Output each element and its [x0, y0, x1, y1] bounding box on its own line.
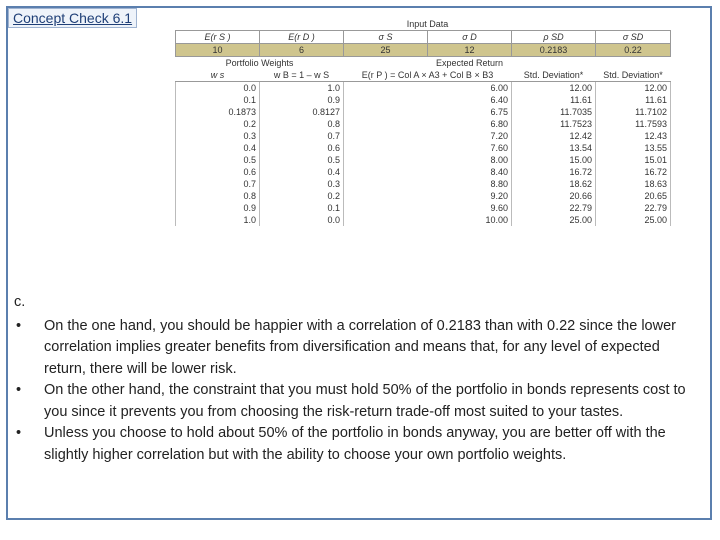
column-header: Std. Deviation*	[512, 69, 596, 82]
table-cell: 15.00	[512, 154, 596, 166]
table-row	[176, 214, 671, 226]
table-cell: 6.80	[344, 118, 512, 130]
table-cell: 0.1873	[176, 106, 260, 118]
table-cell: 11.7593	[596, 118, 671, 130]
table-row	[176, 154, 671, 166]
table-cell: 15.01	[596, 154, 671, 166]
input-value: 0.2183	[512, 44, 596, 57]
table-row	[176, 202, 671, 214]
bullet-item: • On the one hand, you should be happier with a correlation of 0.2183 than with 0.22 since the lower correlation implies greater benefits from diversification and means that, for any level of expected return, there will be lower risk.	[16, 317, 676, 377]
slide-title: Concept Check 6.1	[8, 8, 137, 28]
table-cell: 0.2	[260, 190, 344, 202]
table-cell: 6.00	[344, 82, 512, 95]
table-cell: 11.7523	[512, 118, 596, 130]
input-label: E(r D )	[260, 31, 344, 44]
table-row	[176, 82, 671, 95]
table-cell: 11.61	[596, 94, 671, 106]
table-cell: 8.80	[344, 178, 512, 190]
input-value: 25	[344, 44, 428, 57]
table-cell: 0.3	[176, 130, 260, 142]
bullet-dot-icon: •	[16, 382, 22, 398]
table-cell: 6.40	[344, 94, 512, 106]
table-cell: 0.5	[260, 154, 344, 166]
table-cell: 11.7035	[512, 106, 596, 118]
table-cell: 11.7102	[596, 106, 671, 118]
table-cell: 20.65	[596, 190, 671, 202]
input-label: σ S	[344, 31, 428, 44]
table-cell: 0.7	[176, 178, 260, 190]
column-header: w B = 1 – w S	[260, 69, 344, 82]
input-value: 0.22	[596, 44, 671, 57]
input-data-table	[175, 18, 671, 226]
table-cell: 13.54	[512, 142, 596, 154]
table-cell: 0.5	[176, 154, 260, 166]
table-cell: 0.2	[176, 118, 260, 130]
table-cell: 0.1	[260, 202, 344, 214]
table-cell: 0.8	[176, 190, 260, 202]
table-cell: 7.20	[344, 130, 512, 142]
table-cell: 0.1	[176, 94, 260, 106]
input-label: E(r S )	[176, 31, 260, 44]
table-cell: 1.0	[176, 214, 260, 226]
bullet-list	[14, 316, 704, 467]
spreadsheet-image	[175, 18, 670, 282]
table-row	[176, 142, 671, 154]
section-label: c.	[14, 294, 26, 310]
table-cell: 0.0	[260, 214, 344, 226]
input-label: ρ SD	[512, 31, 596, 44]
table-cell: 9.60	[344, 202, 512, 214]
input-value: 12	[428, 44, 512, 57]
table-cell: 18.63	[596, 178, 671, 190]
table-cell: 0.7	[260, 130, 344, 142]
table-row	[176, 106, 671, 118]
bullet-dot-icon: •	[16, 317, 22, 334]
answer-section	[14, 292, 704, 466]
table-cell: 12.00	[596, 82, 671, 95]
weights-table-body	[176, 82, 671, 227]
table-cell: 7.60	[344, 142, 512, 154]
column-header: E(r P ) = Col A × A3 + Col B × B3	[344, 69, 512, 82]
table-cell: 0.9	[260, 94, 344, 106]
table-cell: 8.00	[344, 154, 512, 166]
table-cell: 9.20	[344, 190, 512, 202]
table-cell: 22.79	[512, 202, 596, 214]
table-cell: 12.43	[596, 130, 671, 142]
bullet-dot-icon: •	[16, 425, 22, 441]
column-header: Std. Deviation*	[596, 69, 671, 82]
table-cell: 16.72	[512, 166, 596, 178]
table-cell: 22.79	[596, 202, 671, 214]
table-cell: 8.40	[344, 166, 512, 178]
table-row	[176, 190, 671, 202]
input-label: σ SD	[596, 31, 671, 44]
input-value: 6	[260, 44, 344, 57]
table-cell: 12.00	[512, 82, 596, 95]
table-cell: 0.0	[176, 82, 260, 95]
table-cell: 0.6	[176, 166, 260, 178]
table-cell: 13.55	[596, 142, 671, 154]
table-cell: 0.4	[176, 142, 260, 154]
table-cell: 16.72	[596, 166, 671, 178]
table-row	[176, 166, 671, 178]
table-row	[176, 178, 671, 190]
input-data-caption: Input Data	[260, 18, 596, 31]
table-cell: 25.00	[512, 214, 596, 226]
table-cell: 11.61	[512, 94, 596, 106]
table-cell: 25.00	[596, 214, 671, 226]
table-cell: 12.42	[512, 130, 596, 142]
column-header: w s	[176, 69, 260, 82]
table-cell: 20.66	[512, 190, 596, 202]
table-cell: 0.8127	[260, 106, 344, 118]
table-cell: 6.75	[344, 106, 512, 118]
bullet-item: • On the other hand, the constraint that you must hold 50% of the portfolio in bonds represents cost to you since it prevents you from choosing the risk-return trade-off most suited to your tastes.	[16, 382, 686, 420]
input-value: 10	[176, 44, 260, 57]
table-cell: 0.4	[260, 166, 344, 178]
table-cell: 0.3	[260, 178, 344, 190]
expected-return-caption: Expected Return	[435, 58, 504, 68]
table-cell: 0.6	[260, 142, 344, 154]
table-cell: 18.62	[512, 178, 596, 190]
table-row	[176, 94, 671, 106]
table-cell: 1.0	[260, 82, 344, 95]
table-cell: 10.00	[344, 214, 512, 226]
bullet-item: • Unless you choose to hold about 50% of the portfolio in bonds anyway, you are better off with the slightly higher correlation but with the ability to choose your own portfolio weights.	[16, 425, 666, 463]
portfolio-weights-caption: Portfolio Weights	[225, 58, 294, 68]
table-cell: 0.8	[260, 118, 344, 130]
table-row	[176, 130, 671, 142]
table-row	[176, 118, 671, 130]
table-cell: 0.9	[176, 202, 260, 214]
input-label: σ D	[428, 31, 512, 44]
